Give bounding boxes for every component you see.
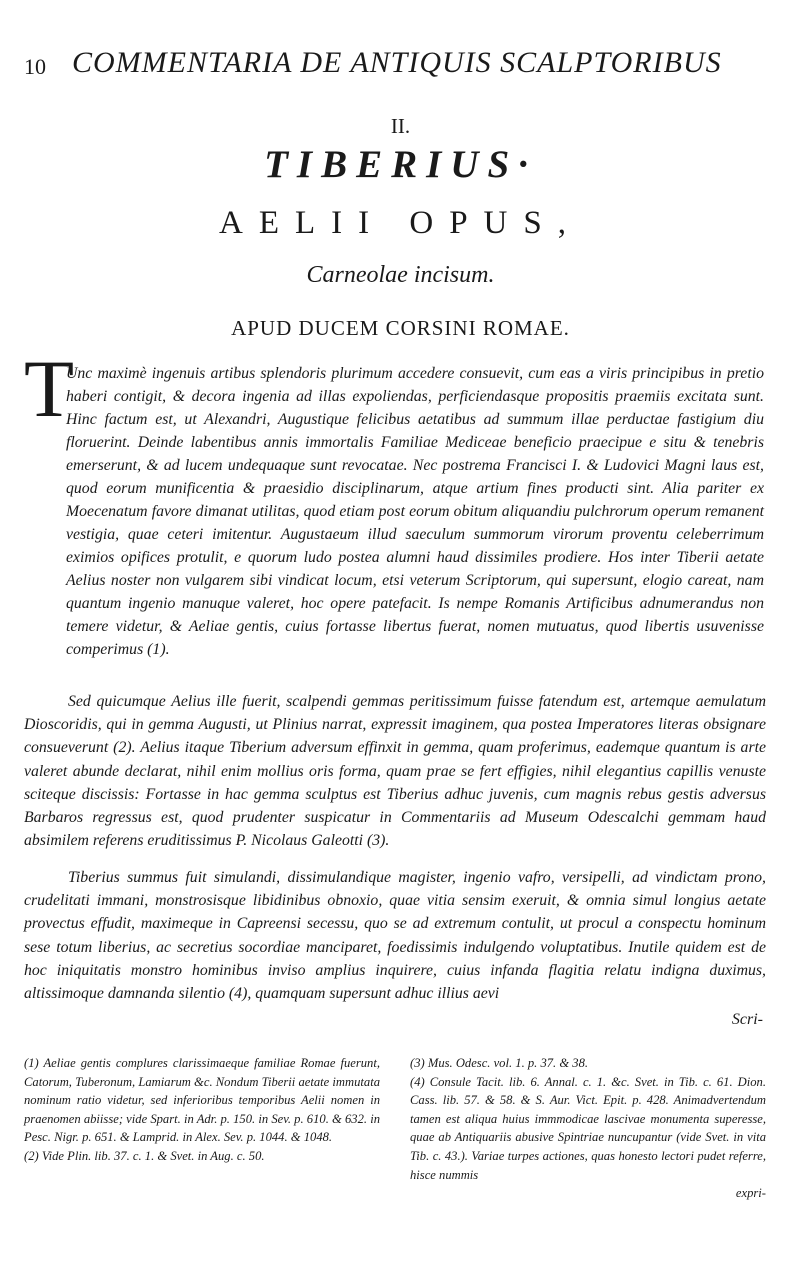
footnote-3: (3) Mus. Odesc. vol. 1. p. 37. & 38. <box>410 1056 589 1070</box>
footnote-4: (4) Consule Tacit. lib. 6. Annal. c. 1. &c. Svet. in Tib. c. 61. Dion. Cass. lib. 57. & 58. & S. Aur. Vict. Epit. p. 428. Animadvertendum tamen est aliqua huius immmodicae lascivae monumenta superesse, quae ab Antiquariis abusive Spintriae nuncupantur (vide Svet. in vita Tib. c. 43.). Variae turpes actiones, quas honesto lectori pudet referre, hisce nummis <box>410 1074 766 1182</box>
catchword: Scri- <box>731 1011 763 1028</box>
footnotes-right-column <box>410 1054 766 1203</box>
footnotes-left-column <box>24 1054 380 1166</box>
paragraph-3: Tiberius summus fuit simulandi, dissimulandique magister, ingenio vafro, versipelli, ad vindictam prono, crudelitati immani, monstrosisque libidinibus obnoxio, quae vitia sensim exeruit, & omnia simul longius aetate provectus effudit, maximeque in Capreensi secessu, quo se ad extremum contulit, ut procul a conspectu hominum sese totum liberius, ac secretius socordiae manciparet, foedissimis indulgendo voluptatibus. Inutile quidem est de hoc iniquitatis monstro hominibus inviso amplius inquirere, cuius infanda flagitia relatu indigna duximus, altissimoque damnanda silentio (4), quamquam supersunt adhuc illius aevi <box>24 869 766 1003</box>
footnote-catchword: expri- <box>735 1186 766 1201</box>
running-head <box>24 44 784 84</box>
paragraph-2: Sed quicumque Aelius ille fuerit, scalpendi gemmas peritissimum fuisse fatendum est, artemque aemulatum Dioscoridis, qui in gemma Augusti, ut Plinius narrat, expressit imaginem, qua postea Imperatores literas obsignare consueverunt (2). Aelius itaque Tiberium adversum effinxit in gemma, quam proferimus, eademque quantum is arte valeret abunde declarat, nihil enim mollius oris forma, quam prae se fert effigies, nihil elegantius capillis venuste sciteque discissis: Fortasse in hac gemma sculptus est Tiberius adhuc juvenis, cum magnis rebus gestis adversus Barbaros regressus est, quod prudenter suspicatur in Commentariis ad Museum Odescalchi gemmam haud absimilem referens eruditissimus P. Nicolaus Galeotti (3). <box>24 693 766 850</box>
footnote-1: (1) Aeliae gentis complures clarissimaeque familiae Romae fuerunt, Catorum, Tuberonum, Lamiarum &c. Nondum Tiberii aetate immutata nominum ratio videtur, sed inferioribus temporibus Aelii nomen in praenomen abiisse; vide Spart. in Adr. p. 150. in Sev. p. 610. & 632. in Pesc. Nigr. p. 651. & Lamprid. in Alex. Sev. p. 1044. & 1048. <box>24 1056 380 1145</box>
running-title: COMMENTARIA DE ANTIQUIS SCALPTORIBUS <box>72 46 722 79</box>
page-number: 10 <box>24 54 46 79</box>
section-number: II. <box>390 114 411 138</box>
paragraph-1: Unc maximè ingenuis artibus splendoris plurimum accedere consuevit, cum eas a viris principibus in pretio haberi contigit, & decora ingenia ad illas expoliendas, perficiendasque propositis praemiis excitata sunt. Hinc factum est, ut Alexandri, Augustique felicibus aetatibus ad summum illae perductae fastigium diu floruerint. Deinde labentibus annis immortalis Familiae Mediceae beneficio praecipue e situ & tenebris emerserunt, & ad lucem undequaque sunt revocatae. Nec postrema Francisci I. & Ludovici Magni laus est, quod eorum munificentia & praesidio disciplinarum, atque artium fines producti sint. Alia pariter ex Moecenatum favore dimanat utilitas, quod etiam post eorum obitum aliquandiu pulchrorum operum remanent vestigia, quae ceteri imitentur. Augustaeum illud saeculum summorum virorum proventu celeberrimum eximios opifices protulit, e quorum ludo postea alumni haud dissimiles prodiere. Hos inter Tiberii aetate Aelius noster non vulgarem sibi vindicat locum, etsi veterum Scriptorum, qui supersunt, elogio careat, nam quantum ingenio manuque valeret, hoc opere patefacit. Is nempe Romanis Artificibus adnumerandus non temere videtur, & Aeliae gentis, cuius fortasse libertus fuerat, nomen mutuatus, quod libertis usuvenisse comperimus (1). <box>66 365 764 658</box>
subtitle: AELII OPUS, <box>219 205 582 241</box>
collection-location: APUD DUCEM CORSINI ROMAE. <box>231 316 570 340</box>
gem-material: Carneolae incisum. <box>306 262 495 288</box>
drop-cap: T <box>24 343 75 434</box>
main-title: TIBERIUS· <box>264 143 537 186</box>
footnote-2: (2) Vide Plin. lib. 37. c. 1. & Svet. in Aug. c. 50. <box>24 1148 265 1163</box>
